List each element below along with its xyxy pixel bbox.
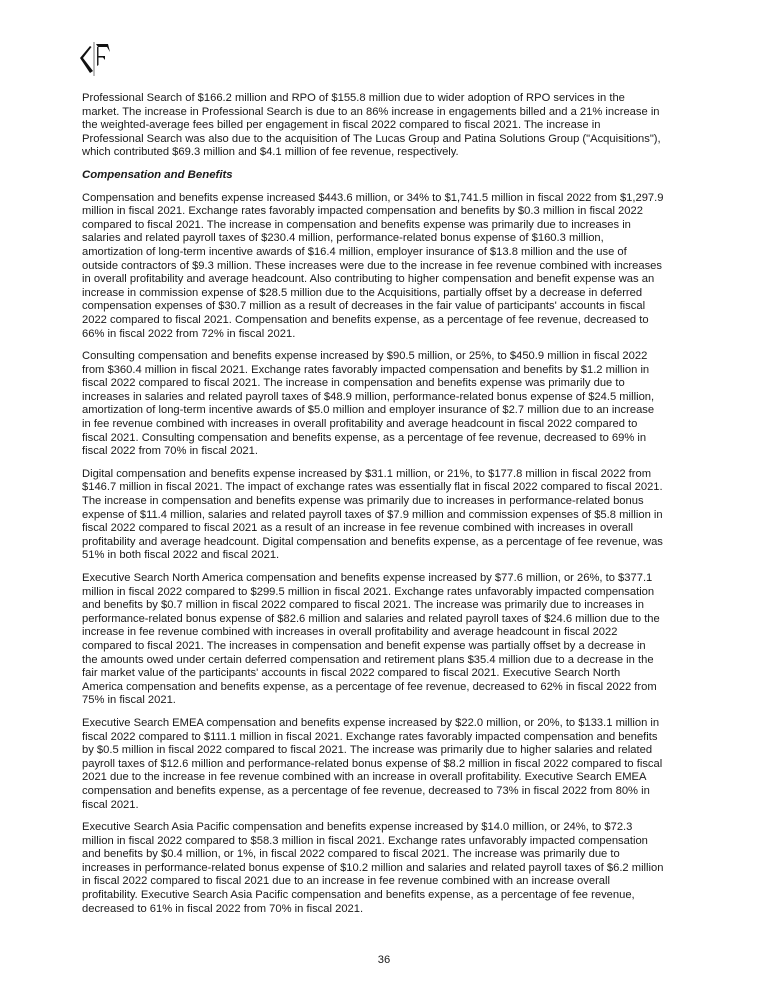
text-line: profitability. Executive Search Asia Pacific compensation and benefits expense, as a percentage of fee revenue, — [82, 889, 635, 902]
text-line: Digital compensation and benefits expense increased by $31.1 million, or 21%, to $177.8 million in fiscal 2022 from — [82, 467, 652, 480]
body-paragraph — [82, 821, 702, 916]
text-line: fiscal 2022 from 70% in fiscal 2021. — [82, 445, 258, 458]
text-line: Executive Search North America compensation and benefits expense increased by $77.6 million, or 26%, to $377.1 — [82, 572, 653, 584]
text-line: Professional Search of $166.2 million and RPO of $155.8 million due to wider adoption of RPO services in the — [82, 92, 625, 104]
text-line: compared to fiscal 2021. The increase in compensation and benefits expense was primarily due to increases in — [82, 218, 631, 231]
text-line: performance-related bonus expense of $82.6 million and salaries and related payroll taxes of $24.6 million due to the — [82, 612, 660, 625]
text-line: by $0.5 million in fiscal 2022 compared to fiscal 2021. The increase was primarily due to higher salaries and related — [82, 744, 653, 757]
body-paragraph — [82, 350, 702, 459]
text-line: and benefits by $0.7 million in fiscal 2022 compared to fiscal 2021. The increase was primarily due to increases in — [82, 599, 644, 612]
text-line: million in fiscal 2022 compared to $58.3 million in fiscal 2021. Exchange rates unfavorably impacted compensation — [82, 834, 648, 847]
text-line: Executive Search EMEA compensation and benefits expense increased by $22.0 million, or 20%, to $133.1 million in — [82, 716, 660, 729]
text-line: amortization of long-term incentive awards of $16.4 million, employer insurance of $13.8 million and the use of — [82, 245, 627, 258]
text-line: amortization of long-term incentive awards of $5.0 million and employer insurance of $2.7 million due to an increase — [82, 404, 655, 417]
company-logo — [80, 38, 120, 78]
text-line: million in fiscal 2021. Exchange rates favorably impacted compensation and benefits by $0.3 million in fiscal 2022 — [82, 205, 643, 218]
text-line: 2022 compared to fiscal 2021. Compensation and benefits expense, as a percentage of fee revenue, decreased to — [82, 313, 649, 326]
body-paragraph — [82, 468, 702, 563]
text-line: $146.7 million in fiscal 2021. The impact of exchange rates was essentially flat in fiscal 2022 compared to fiscal 2021. — [82, 481, 663, 494]
text-line: compensation expenses of $30.7 million as a result of decreases in the fair value of participants' accounts in fiscal — [82, 300, 646, 313]
text-line: fiscal 2022 compared to $111.1 million in fiscal 2021. Exchange rates favorably impacted compensation and benefits — [82, 730, 658, 743]
text-line: compensation and benefits expense, as a percentage of fee revenue, decreased to 73% in fiscal 2022 from 80% in — [82, 784, 650, 797]
text-line: in fee revenue combined with increases in overall profitability and average headcount in fiscal 2022 compared to — [82, 418, 638, 431]
text-line: expense of $11.4 million, salaries and related payroll taxes of $7.9 million and commission expenses of $5.8 million in — [82, 508, 663, 521]
text-line: fair market value of the participants' accounts in fiscal 2022 compared to fiscal 2021. Executive Search North — [82, 667, 621, 680]
text-line: increase in fee revenue combined with increases in overall profitability and average headcount in fiscal 2022 — [82, 626, 618, 639]
page-number: 36 — [377, 954, 391, 966]
text-line: 75% in fiscal 2021. — [82, 694, 176, 707]
text-line: the weighted-average fees billed per engagement in fiscal 2022 compared to fiscal 2021. The increase in — [82, 119, 601, 132]
text-line: compared to fiscal 2021. The increases in compensation and benefit expense was partially offset by a decrease in — [82, 639, 646, 652]
text-line: in fiscal 2022 compared to fiscal 2021 due to an increase in fee revenue combined with an increase overall — [82, 875, 610, 888]
text-line: 66% in fiscal 2022 from 72% in fiscal 2021. — [82, 327, 296, 340]
text-line: and benefits by $0.4 million, or 1%, in fiscal 2022 compared to fiscal 2021. The increase was primarily due to — [82, 848, 620, 861]
text-line: fiscal 2022 compared to fiscal 2021 as a result of an increase in fee revenue combined with increases in overall — [82, 522, 633, 535]
text-line: market. The increase in Professional Search is due to an 86% increase in engagements billed and a 21% increase in — [82, 105, 660, 118]
text-line: America compensation and benefits expense, as a percentage of fee revenue, decreased to 62% in fiscal 2022 from — [82, 680, 657, 693]
section-heading: Compensation and Benefits — [82, 168, 233, 181]
body-paragraph — [82, 192, 702, 342]
text-line: fiscal 2021. — [82, 798, 139, 811]
text-line: payroll taxes of $12.6 million and performance-related bonus expense of $8.2 million in fiscal 2022 compared to fiscal — [82, 757, 663, 770]
text-line: profitability and average headcount. Digital compensation and benefits expense, as a percentage of fee revenue, was — [82, 535, 663, 548]
body-paragraph — [82, 717, 702, 812]
intro-paragraph — [82, 92, 702, 160]
text-line: in overall profitability and average headcount. Also contributing to higher compensation and benefit expense was an — [82, 273, 655, 286]
document-body — [82, 92, 702, 925]
text-line: outside contractors of $9.3 million. These increases were due to the increase in fee revenue combined with increases — [82, 259, 662, 272]
text-line: the amounts owed under certain deferred compensation and retirement plans $35.4 million due to a decrease in the — [82, 653, 654, 666]
text-line: fiscal 2021. Consulting compensation and benefits expense, as a percentage of fee revenue, decreased to 69% in — [82, 431, 647, 444]
text-line: 51% in both fiscal 2022 and fiscal 2021. — [82, 549, 280, 562]
text-line: decreased to 61% in fiscal 2022 from 70% in fiscal 2021. — [82, 902, 364, 915]
text-line: salaries and related payroll taxes of $230.4 million, performance-related bonus expense of $160.3 million, — [82, 232, 604, 245]
text-line: increase in commission expense of $28.5 million due to the Acquisitions, partially offset by a decrease in deferred — [82, 286, 643, 299]
text-line: increases in performance-related bonus expense of $10.2 million and salaries and related payroll taxes of $6.2 million — [82, 861, 664, 874]
text-line: Professional Search was also due to the acquisition of The Lucas Group and Patina Solutions Group ("Acquisitions"), — [82, 132, 661, 145]
text-line: Consulting compensation and benefits expense increased by $90.5 million, or 25%, to $450.9 million in fiscal 2022 — [82, 350, 648, 363]
text-line: Compensation and benefits expense increased $443.6 million, or 34% to $1,741.5 million in fiscal 2022 from $1,297.9 — [82, 191, 664, 204]
text-line: 2021 due to the increase in fee revenue combined with an increase in overall profitability. Executive Search EMEA — [82, 771, 647, 784]
text-line: increases in salaries and related payroll taxes of $48.9 million, performance-related bonus expense of $24.5 million, — [82, 390, 655, 403]
text-line: million in fiscal 2022 compared to $299.5 million in fiscal 2021. Exchange rates unfavorably impacted compensation — [82, 585, 655, 598]
body-paragraph — [82, 572, 702, 708]
text-line: from $360.4 million in fiscal 2021. Exchange rates favorably impacted compensation and benefits by $1.2 million in — [82, 363, 650, 376]
text-line: fiscal 2022 compared to fiscal 2021. The increase in compensation and benefits expense was primarily due to — [82, 377, 625, 390]
text-line: Executive Search Asia Pacific compensation and benefits expense increased by $14.0 million, or 24%, to $72.3 — [82, 821, 633, 834]
text-line: The increase in compensation and benefits expense was primarily due to increases in performance-related bonus — [82, 495, 644, 508]
text-line: which contributed $69.3 million and $4.1 million of fee revenue, respectively. — [82, 146, 459, 159]
